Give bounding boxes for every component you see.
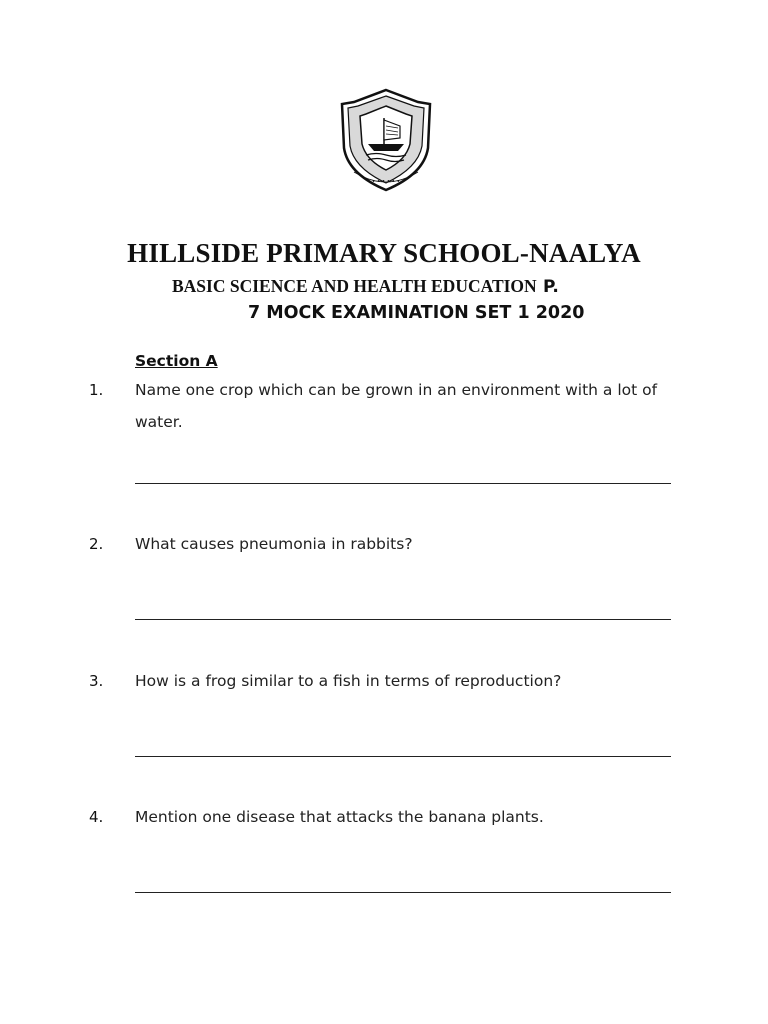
question-text: Mention one disease that attacks the banana plants. bbox=[135, 808, 544, 826]
section-heading: Section A bbox=[135, 352, 218, 370]
subject-name: BASIC SCIENCE AND HEALTH EDUCATION bbox=[172, 276, 537, 296]
question-text: How is a frog similar to a fish in terms of reproduction? bbox=[135, 672, 562, 690]
answer-line[interactable] bbox=[135, 756, 671, 757]
school-crest-icon bbox=[340, 88, 432, 192]
question-text: What causes pneumonia in rabbits? bbox=[135, 535, 413, 553]
question-number: 1. bbox=[89, 381, 104, 399]
question-number: 3. bbox=[89, 672, 104, 690]
subject-suffix: P. bbox=[543, 277, 559, 297]
exam-title: 7 MOCK EXAMINATION SET 1 2020 bbox=[248, 303, 585, 323]
question-number: 4. bbox=[89, 808, 104, 826]
svg-text:• • • • • • • •: • • • • • • • • bbox=[367, 179, 405, 185]
question-text: Name one crop which can be grown in an environment with a lot of water. bbox=[135, 381, 658, 431]
answer-line[interactable] bbox=[135, 892, 671, 893]
answer-line[interactable] bbox=[135, 619, 671, 620]
answer-line[interactable] bbox=[135, 483, 671, 484]
subject-title bbox=[172, 276, 559, 297]
question-number: 2. bbox=[89, 535, 104, 553]
school-name: HILLSIDE PRIMARY SCHOOL-NAALYA bbox=[127, 238, 641, 268]
